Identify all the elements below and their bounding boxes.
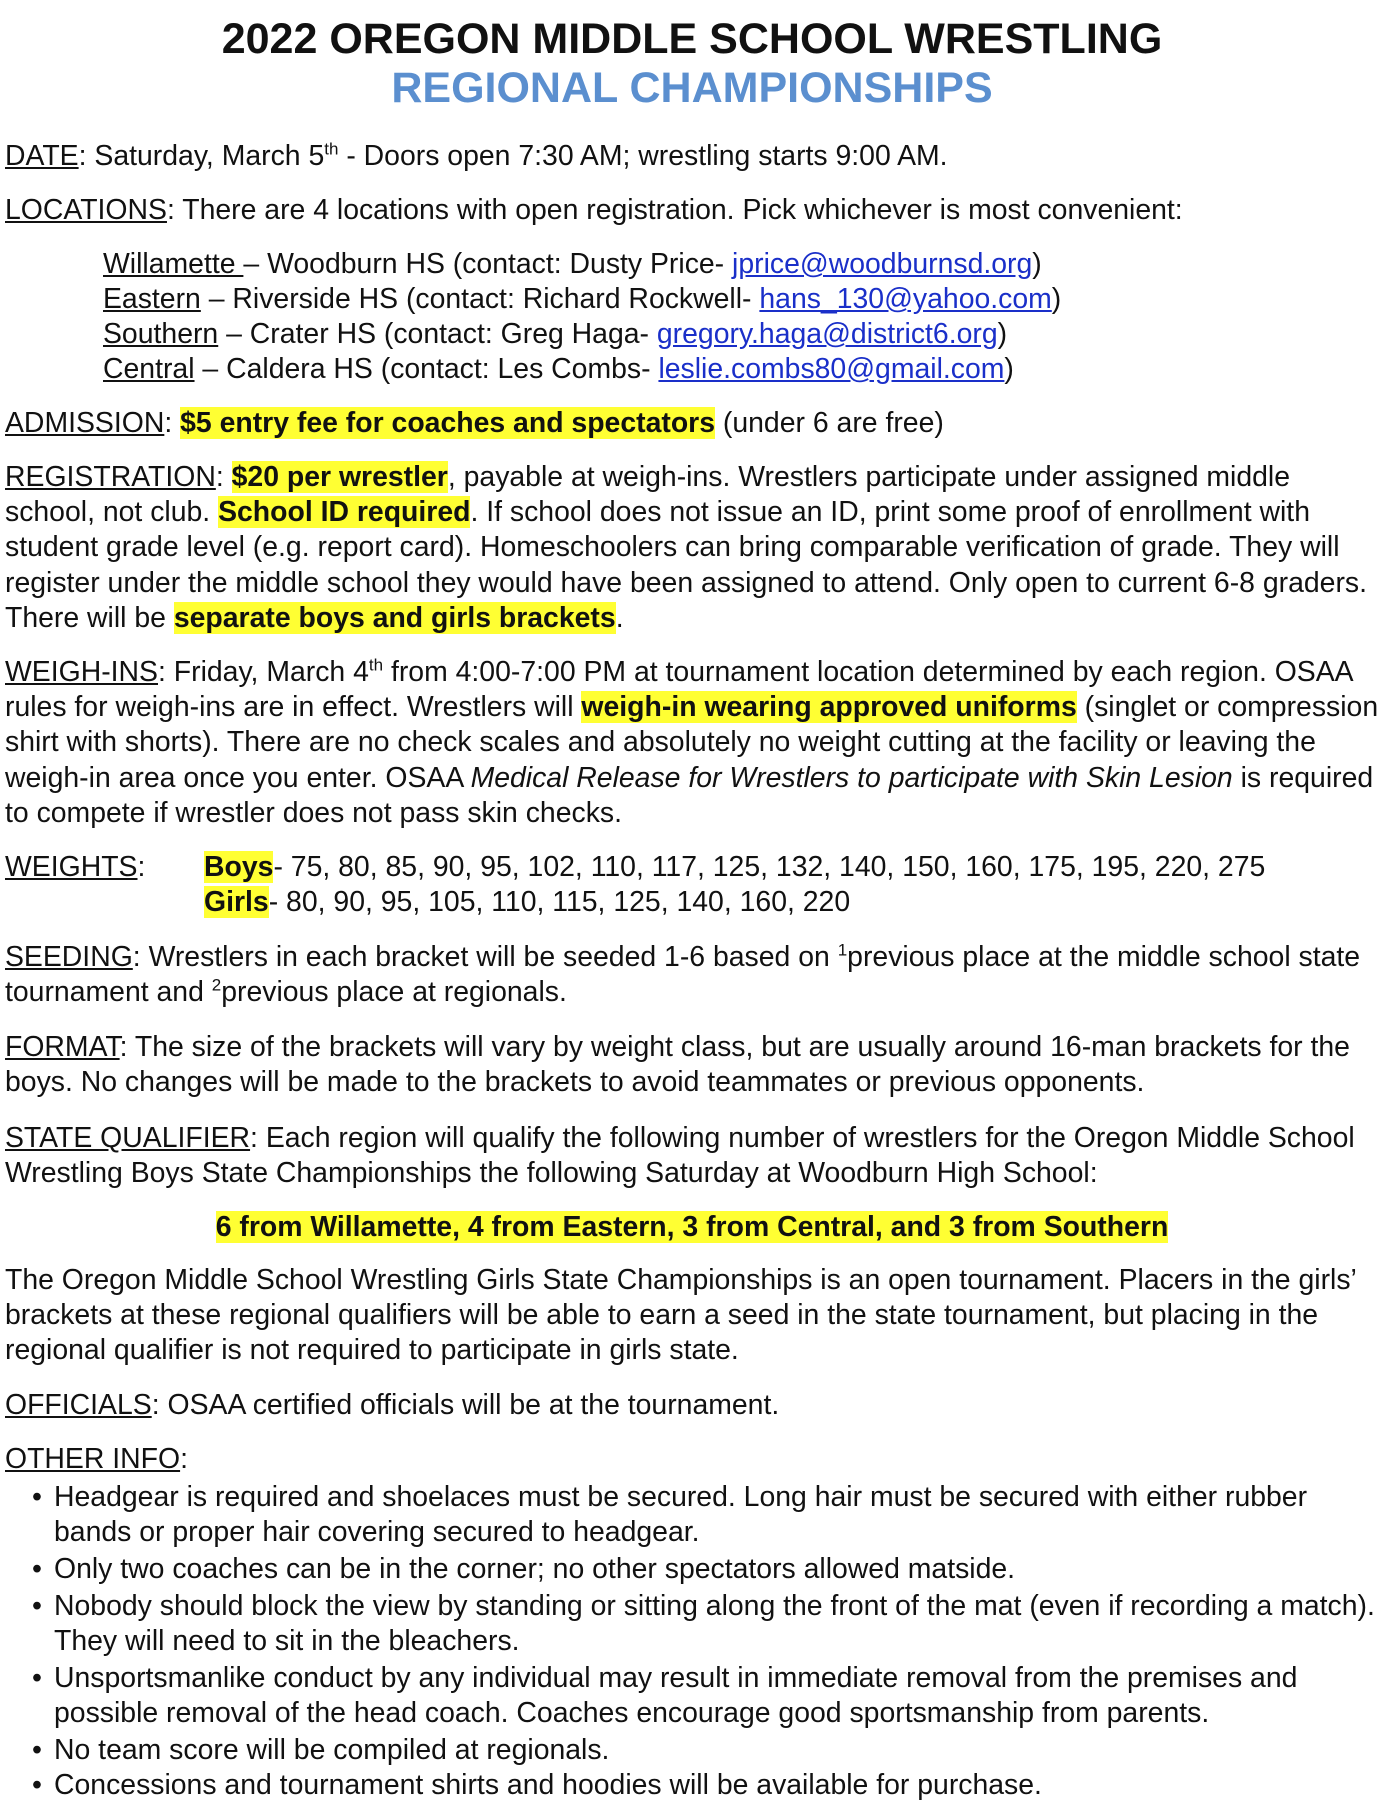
girls-weights xyxy=(204,885,1379,920)
bullet-icon: • xyxy=(32,1769,42,1801)
location-item: Central – Caldera HS (contact: Les Combs- leslie.combs80@gmail.com) xyxy=(103,353,1014,385)
registration-section: REGISTRATION: $20 per wrestler, payable at weigh-ins. Wrestlers participate under assigned middle school, not club. School ID required. If school does not issue an ID, print some proof of enrollment with student grade level (e.g. report card). Homeschoolers can bring comparable verification of grade. They will register under the middle school they would have been assigned to attend. Only open to current 6-8 graders. There will be separate boys and girls brackets. xyxy=(5,461,1368,634)
registration-fee-highlight: $20 per wrestler xyxy=(231,461,448,493)
list-item-text: Headgear is required and shoelaces must be secured. Long hair must be secured with either rubber bands or proper hair covering secured to headgear. xyxy=(54,1481,1308,1549)
officials-section: OFFICIALS: OSAA certified officials will be at the tournament. xyxy=(5,1389,780,1421)
location-region: Eastern xyxy=(103,283,201,315)
contact-email-link[interactable]: gregory.haga@district6.org xyxy=(656,318,998,350)
date-text-rest: - Doors open 7:30 AM; wrestling starts 9:00 AM. xyxy=(338,140,948,172)
location-site: – Caldera HS (contact: Les Combs- xyxy=(194,353,659,385)
location-region: Willamette xyxy=(103,248,244,280)
contact-email-link[interactable]: jprice@woodburnsd.org xyxy=(732,248,1033,280)
location-site: – Woodburn HS (contact: Dusty Price- xyxy=(243,248,733,280)
list-item-text: Concessions and tournament shirts and hoodies will be available for purchase. xyxy=(54,1769,1042,1801)
bullet-icon: • xyxy=(32,1662,42,1694)
girls-label: Girls xyxy=(204,886,269,919)
date-text: : Saturday, March 5 xyxy=(78,140,325,172)
brackets-highlight: separate boys and girls brackets xyxy=(173,601,616,634)
other-info-label: OTHER INFO xyxy=(5,1443,181,1475)
medical-release-title: Medical Release for Wrestlers to participate with Skin Lesion xyxy=(470,761,1233,794)
qualifier-allocation xyxy=(0,1210,1384,1245)
location-site: – Riverside HS (contact: Richard Rockwell- xyxy=(200,283,760,315)
girls-state-note: The Oregon Middle School Wrestling Girls State Championships is an open tournament. Placers in the girls’ brackets at these regional qualifiers will be able to earn a seed in the state tournament, but placing in the regional qualifier is not required to participate in girls state. xyxy=(5,1264,1356,1367)
weights-label: WEIGHTS xyxy=(5,851,138,883)
list-item-text: No team score will be compiled at regionals. xyxy=(54,1734,610,1766)
state-qualifier-label: STATE QUALIFIER xyxy=(5,1122,251,1154)
contact-email-link[interactable]: hans_130@yahoo.com xyxy=(759,283,1052,315)
boys-weights xyxy=(204,850,1379,885)
locations-label: LOCATIONS xyxy=(5,194,167,226)
officials-label: OFFICIALS xyxy=(5,1389,152,1421)
admission-fee-highlight: $5 entry fee for coaches and spectators xyxy=(180,407,716,439)
weights-section: WEIGHTS: xyxy=(5,851,146,883)
admission-note: (under 6 are free) xyxy=(715,407,944,439)
seeding-label: SEEDING xyxy=(5,941,133,973)
boys-weight-values: - 75, 80, 85, 90, 95, 102, 110, 117, 125, 132, 140, 150, 160, 175, 195, 220, 275 xyxy=(273,851,1266,883)
bullet-icon: • xyxy=(32,1590,42,1622)
uniform-highlight: weigh-in wearing approved uniforms xyxy=(581,691,1077,724)
format-label: FORMAT xyxy=(5,1031,120,1063)
admission-label: ADMISSION xyxy=(5,407,165,439)
date-sup: th xyxy=(324,139,339,159)
contact-email-link[interactable]: leslie.combs80@gmail.com xyxy=(658,353,1005,385)
bullet-icon: • xyxy=(32,1481,42,1513)
list-item-text: Unsportsmanlike conduct by any individual may result in immediate removal from the premises and possible removal of the head coach. Coaches encourage good sportsmanship from parents. xyxy=(54,1662,1298,1730)
format-section: FORMAT: The size of the brackets will vary by weight class, but are usually around 16-man brackets for the boys. No changes will be made to the brackets to avoid teammates or previous opponents. xyxy=(5,1031,1350,1099)
list-item-text: Nobody should block the view by standing or sitting along the front of the mat (even if recording a match). They will need to sit in the bleachers. xyxy=(54,1590,1375,1658)
location-item: Eastern – Riverside HS (contact: Richard Rockwell- hans_130@yahoo.com) xyxy=(103,283,1062,315)
bullet-icon: • xyxy=(32,1553,42,1585)
weighins-label: WEIGH-INS xyxy=(5,656,158,688)
weighins-section: WEIGH-INS: Friday, March 4th from 4:00-7:00 PM at tournament location determined by each region. OSAA rules for weigh-ins are in effect. Wrestlers will weigh-in wearing approved uniforms (singlet or compression shirt with shorts). There are no check scales and absolutely no weight cutting at the facility or leaving the weigh-in area once you enter. OSAA Medical Release for Wrestlers to participate with Skin Lesion is required to compete if wrestler does not pass skin checks. xyxy=(5,655,1379,829)
seeding-section: SEEDING: Wrestlers in each bracket will be seeded 1-6 based on $^1$previous place at the middle school state tournament and $^2$previous place at regionals. xyxy=(5,940,1361,1009)
location-region: Central xyxy=(103,353,195,385)
location-item: Willamette – Woodburn HS (contact: Dusty Price- jprice@woodburnsd.org) xyxy=(103,248,1042,280)
location-region: Southern xyxy=(103,318,219,350)
date-section xyxy=(5,139,1379,174)
locations-intro: : There are 4 locations with open registration. Pick whichever is most convenient: xyxy=(166,194,1183,226)
other-info-section: OTHER INFO: xyxy=(5,1443,188,1475)
document-subtitle: REGIONAL CHAMPIONSHIPS xyxy=(391,64,993,112)
boys-label: Boys xyxy=(204,851,274,883)
weights-list xyxy=(204,850,1379,920)
allocation-highlight: 6 from Willamette, 4 from Eastern, 3 from Central, and 3 from Southern xyxy=(215,1211,1169,1243)
registration-label: REGISTRATION xyxy=(5,461,216,493)
locations-section xyxy=(5,193,1379,228)
location-item: Southern – Crater HS (contact: Greg Haga- gregory.haga@district6.org) xyxy=(103,318,1008,350)
bullet-icon: • xyxy=(32,1734,42,1766)
location-site: – Crater HS (contact: Greg Haga- xyxy=(218,318,657,350)
state-qualifier-section: STATE QUALIFIER: Each region will qualify the following number of wrestlers for the Oregon Middle School Wrestling Boys State Championships the following Saturday at Woodburn High School: xyxy=(5,1122,1355,1190)
admission-section: ADMISSION: $5 entry fee for coaches and spectators (under 6 are free) xyxy=(5,407,944,439)
list-item-text: Only two coaches can be in the corner; no other spectators allowed matside. xyxy=(54,1553,1016,1585)
girls-weight-values: - 80, 90, 95, 105, 110, 115, 125, 140, 160, 220 xyxy=(268,886,851,919)
date-label: DATE xyxy=(5,140,79,172)
school-id-highlight: School ID required xyxy=(218,496,471,529)
document-title: 2022 OREGON MIDDLE SCHOOL WRESTLING xyxy=(221,15,1163,63)
